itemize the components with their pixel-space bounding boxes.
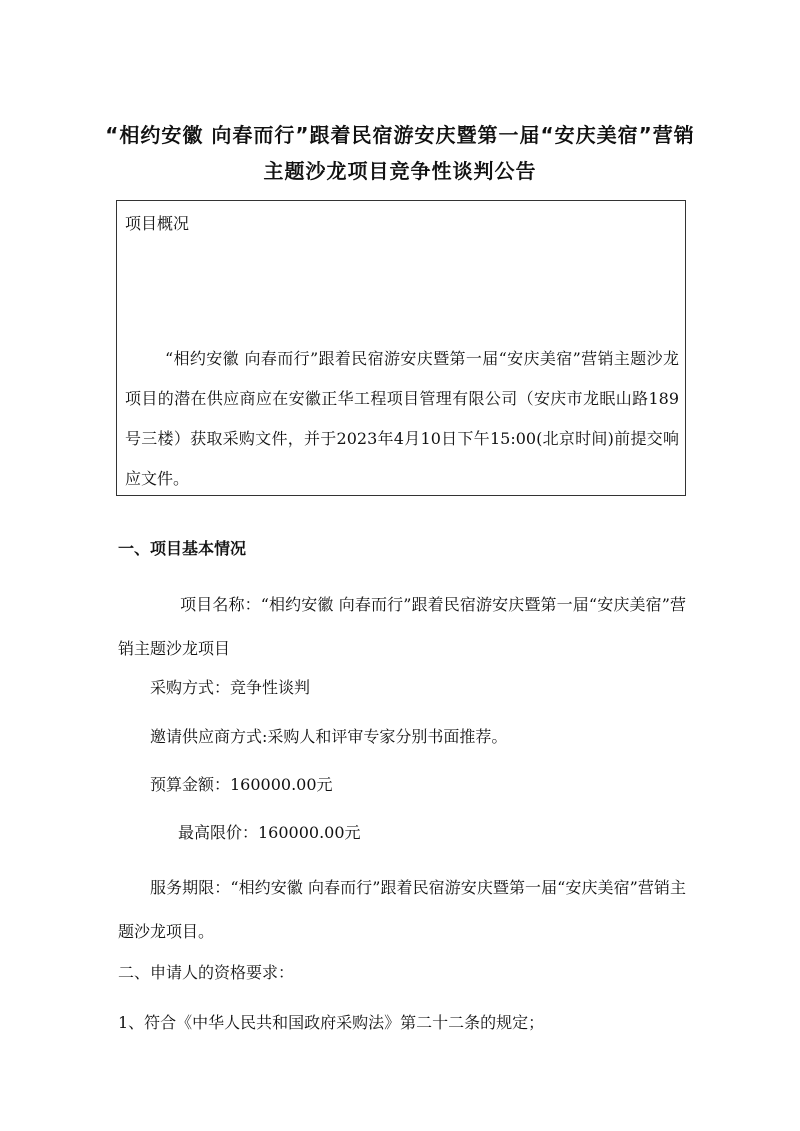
max-price-paragraph: [118, 818, 686, 848]
overview-label: 项目概况: [125, 214, 190, 233]
project-name: 项目名称：“相约安徽 向春而行”跟着民宿游安庆暨第一届“安庆美宿”营销主题沙龙项目: [118, 595, 686, 658]
budget-amount: 预算金额：160000.00元: [150, 775, 333, 794]
invitation-method: 邀请供应商方式:采购人和评审专家分别书面推荐。: [150, 727, 508, 746]
project-name-paragraph: [118, 583, 686, 671]
section-1-heading: 一、项目基本情况: [118, 539, 247, 558]
procurement-method-paragraph: [118, 673, 686, 703]
invitation-method-paragraph: [118, 722, 686, 752]
project-overview-box: [116, 200, 686, 496]
document-title: “相约安徽 向春而行”跟着民宿游安庆暨第一届“安庆美宿”营销主题沙龙项目竞争性谈判公告: [105, 123, 695, 183]
section-2-heading: 二、申请人的资格要求：: [118, 963, 295, 982]
procurement-method: 采购方式：竞争性谈判: [150, 678, 311, 697]
service-period-paragraph: [118, 866, 686, 954]
overview-text-block: [125, 339, 679, 499]
service-period: 服务期限：“相约安徽 向春而行”跟着民宿游安庆暨第一届“安庆美宿”营销主题沙龙项目。: [118, 878, 686, 941]
max-price: 最高限价：160000.00元: [178, 823, 361, 842]
qualification-item-1: 1、符合《中华人民共和国政府采购法》第二十二条的规定；: [118, 1013, 545, 1032]
overview-text: “相约安徽 向春而行”跟着民宿游安庆暨第一届“安庆美宿”营销主题沙龙项目的潜在供应商应在安徽正华工程项目管理有限公司（安庆市龙眠山路189号三楼）获取采购文件，并于2023年4月10日下午15:00(北京时间)前提交响应文件。: [125, 349, 679, 488]
budget-paragraph: [118, 770, 686, 800]
